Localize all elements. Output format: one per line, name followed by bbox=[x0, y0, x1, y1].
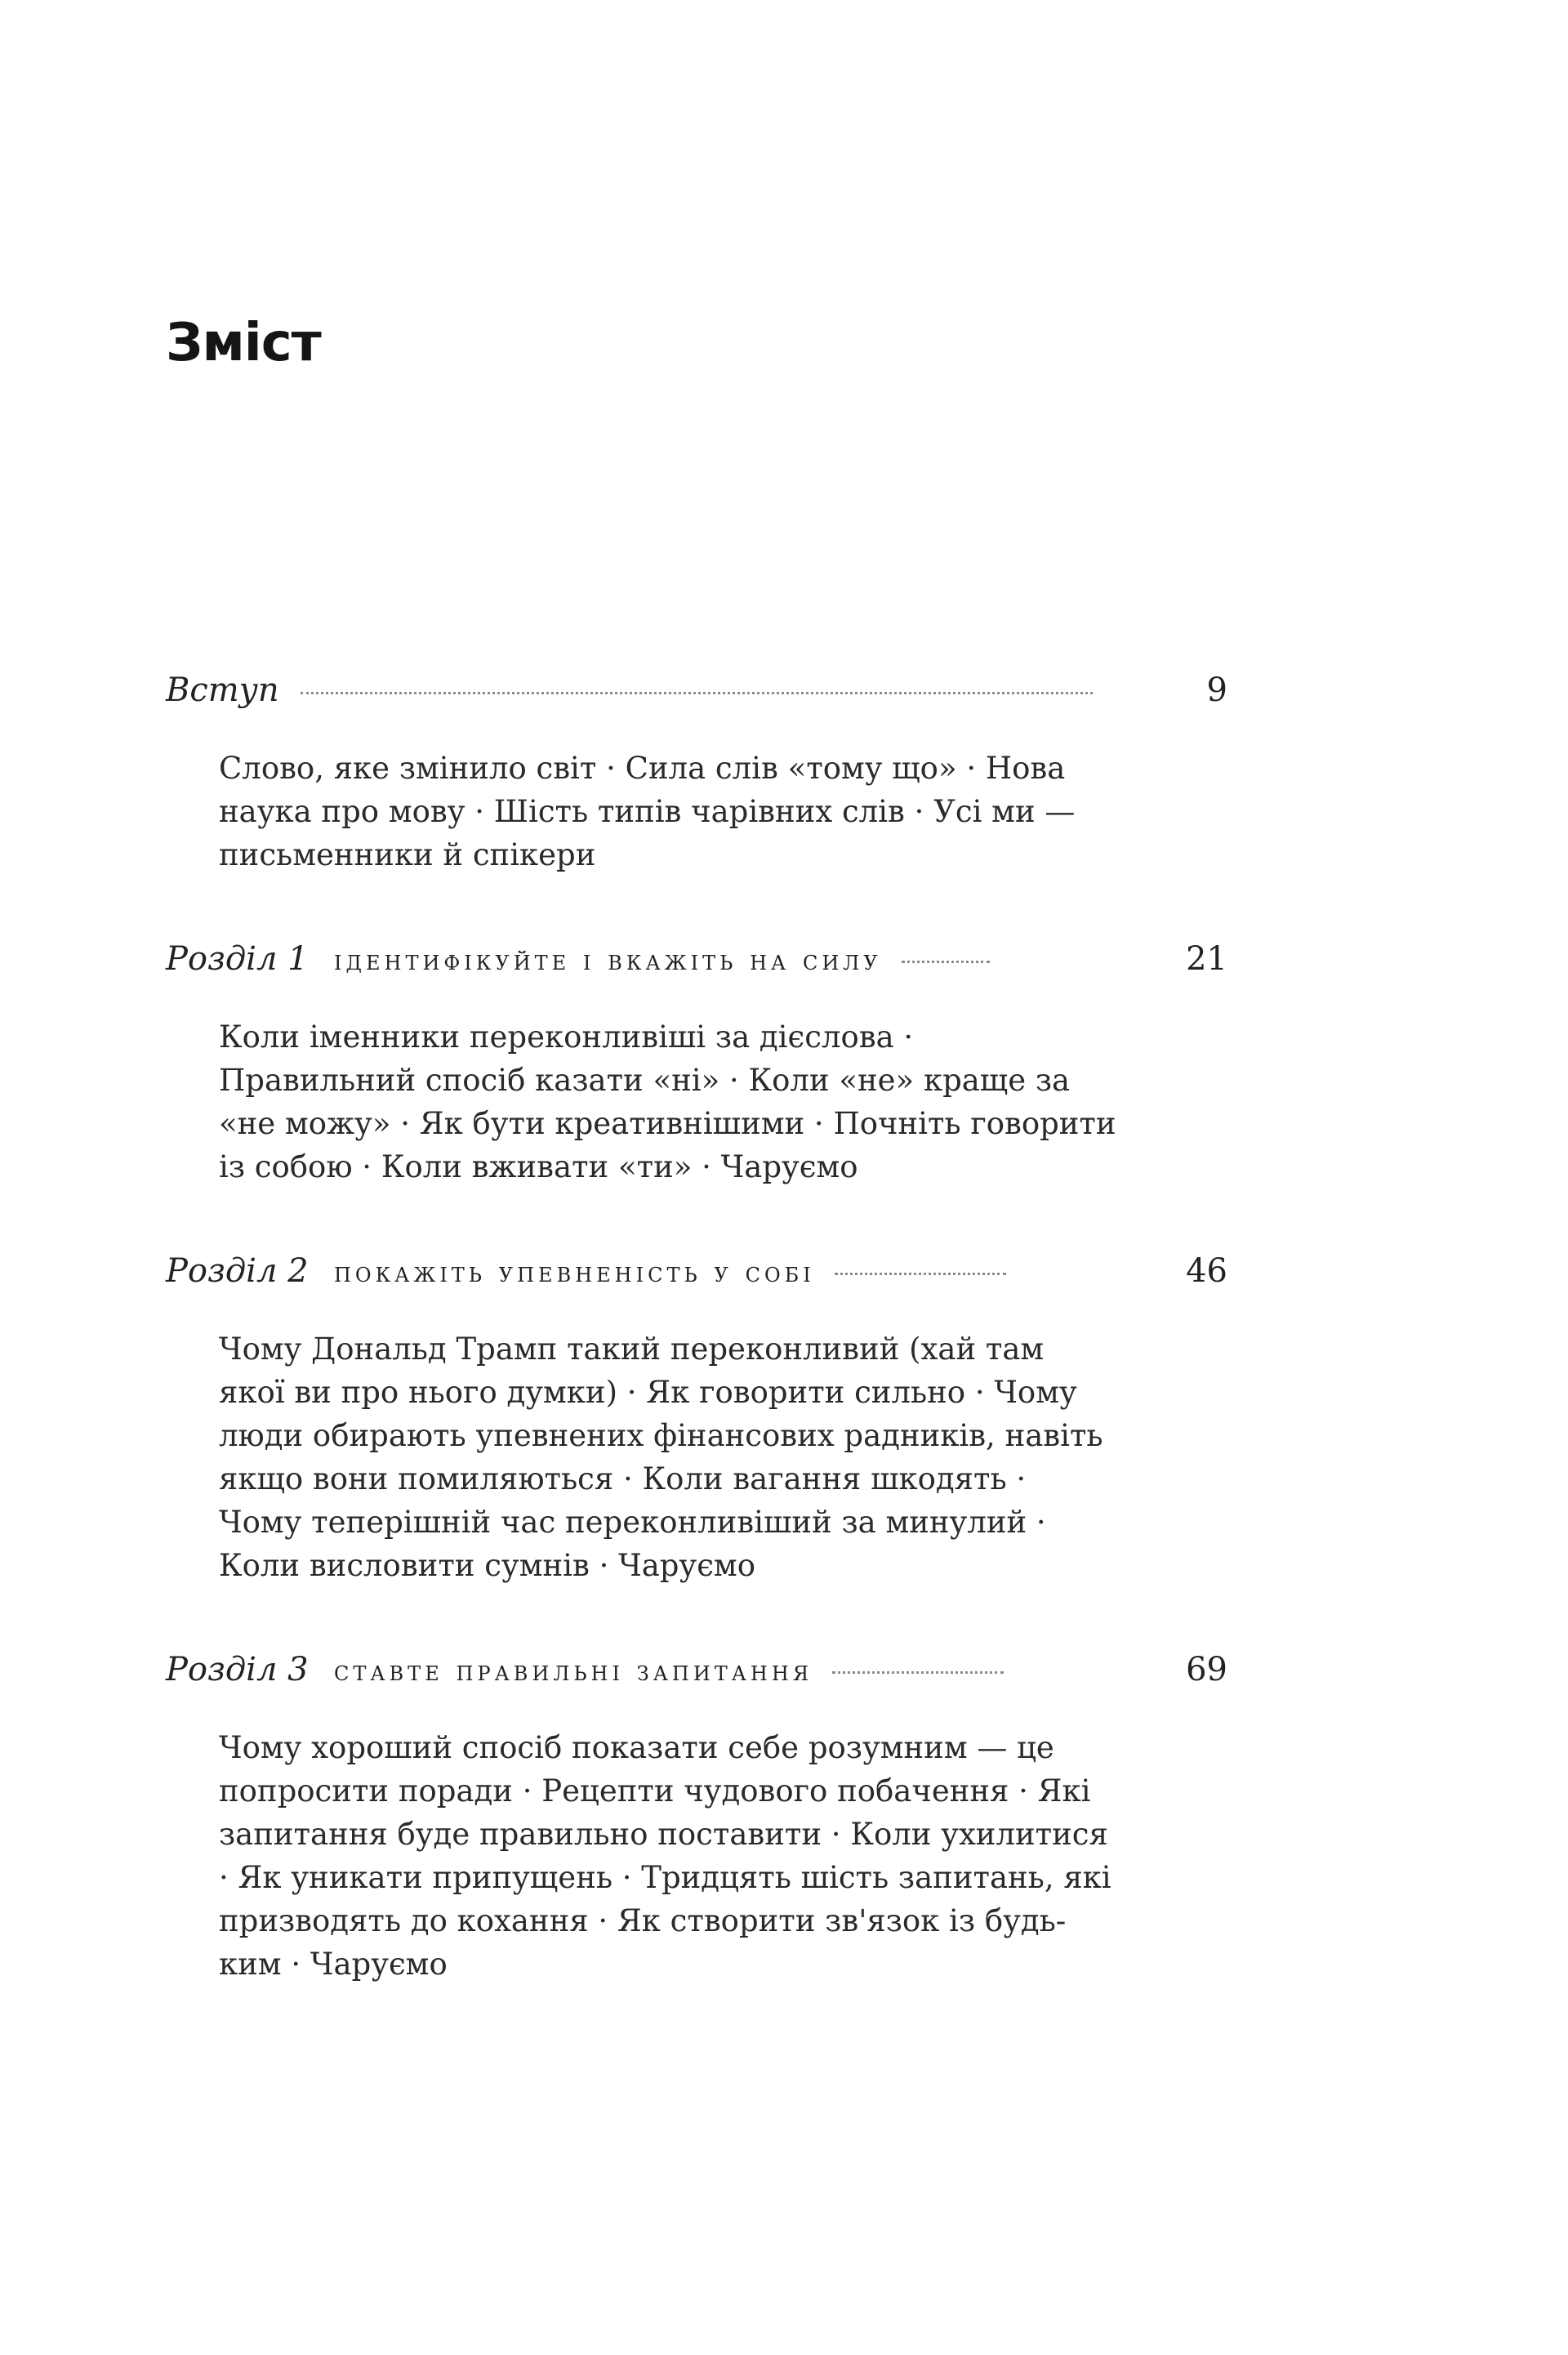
page-number: 69 bbox=[1186, 1651, 1227, 1688]
toc-entry-chapter-2 bbox=[166, 1252, 1227, 1587]
page-number: 21 bbox=[1186, 940, 1227, 978]
chapter-title: покажіть упевненість у собі bbox=[334, 1256, 815, 1289]
page-number: 9 bbox=[1206, 671, 1227, 709]
page-title: Зміст bbox=[166, 313, 321, 373]
toc-entry-heading[interactable] bbox=[166, 1651, 1227, 1708]
toc-entry-chapter-1 bbox=[166, 940, 1227, 1189]
dot-leader bbox=[301, 692, 1093, 694]
page-number: 46 bbox=[1186, 1252, 1227, 1290]
toc-entry-intro bbox=[166, 671, 1227, 876]
entry-description: Чому Дональд Трамп такий переконливий (хай там якої ви про нього думки) · Як говорити сильно · Чому люди обирають упевнених фінансових радників, навіть якщо вони помиляються · Коли вагання шкодять · Чому теперішній час переконливіший за минулий · Коли висловити сумнів · Чаруємо bbox=[219, 1331, 1103, 1583]
toc-entry-heading[interactable] bbox=[166, 940, 1227, 997]
entry-label: Розділ 1 bbox=[166, 940, 309, 978]
chapter-title: ставте правильні запитання bbox=[334, 1655, 813, 1688]
toc-entry-chapter-3 bbox=[166, 1651, 1227, 1986]
entry-label: Розділ 3 bbox=[166, 1651, 309, 1688]
entry-description: Коли іменники переконливіші за дієслова · Правильний спосіб казати «ні» · Коли «не» краще за «не можу» · Як бути креативнішими · Почніть говорити із собою · Коли вживати «ти» · Чаруємо bbox=[219, 1019, 1116, 1184]
dot-leader bbox=[835, 1273, 1006, 1275]
table-of-contents bbox=[166, 671, 1227, 1986]
entry-label: Вступ bbox=[166, 671, 279, 709]
entry-label: Розділ 2 bbox=[166, 1252, 309, 1290]
toc-entry-heading[interactable] bbox=[166, 1252, 1227, 1309]
chapter-title: ідентифікуйте і вкажіть на силу bbox=[334, 944, 882, 977]
entry-description: Чому хороший спосіб показати себе розумним — це попросити поради · Рецепти чудового побачення · Які запитання буде правильно поставити · Коли ухилитися · Як уникати припущень · Тридцять шість запитань, які призводять до кохання · Як створити зв'язок із будь-ким · Чаруємо bbox=[219, 1730, 1111, 1982]
entry-description: Слово, яке змінило світ · Сила слів «тому що» · Нова наука про мову · Шість типів чарівних слів · Усі ми — письменники й спікери bbox=[219, 751, 1076, 872]
dot-leader bbox=[832, 1671, 1004, 1674]
toc-entry-heading[interactable] bbox=[166, 671, 1227, 729]
dot-leader bbox=[902, 961, 990, 963]
